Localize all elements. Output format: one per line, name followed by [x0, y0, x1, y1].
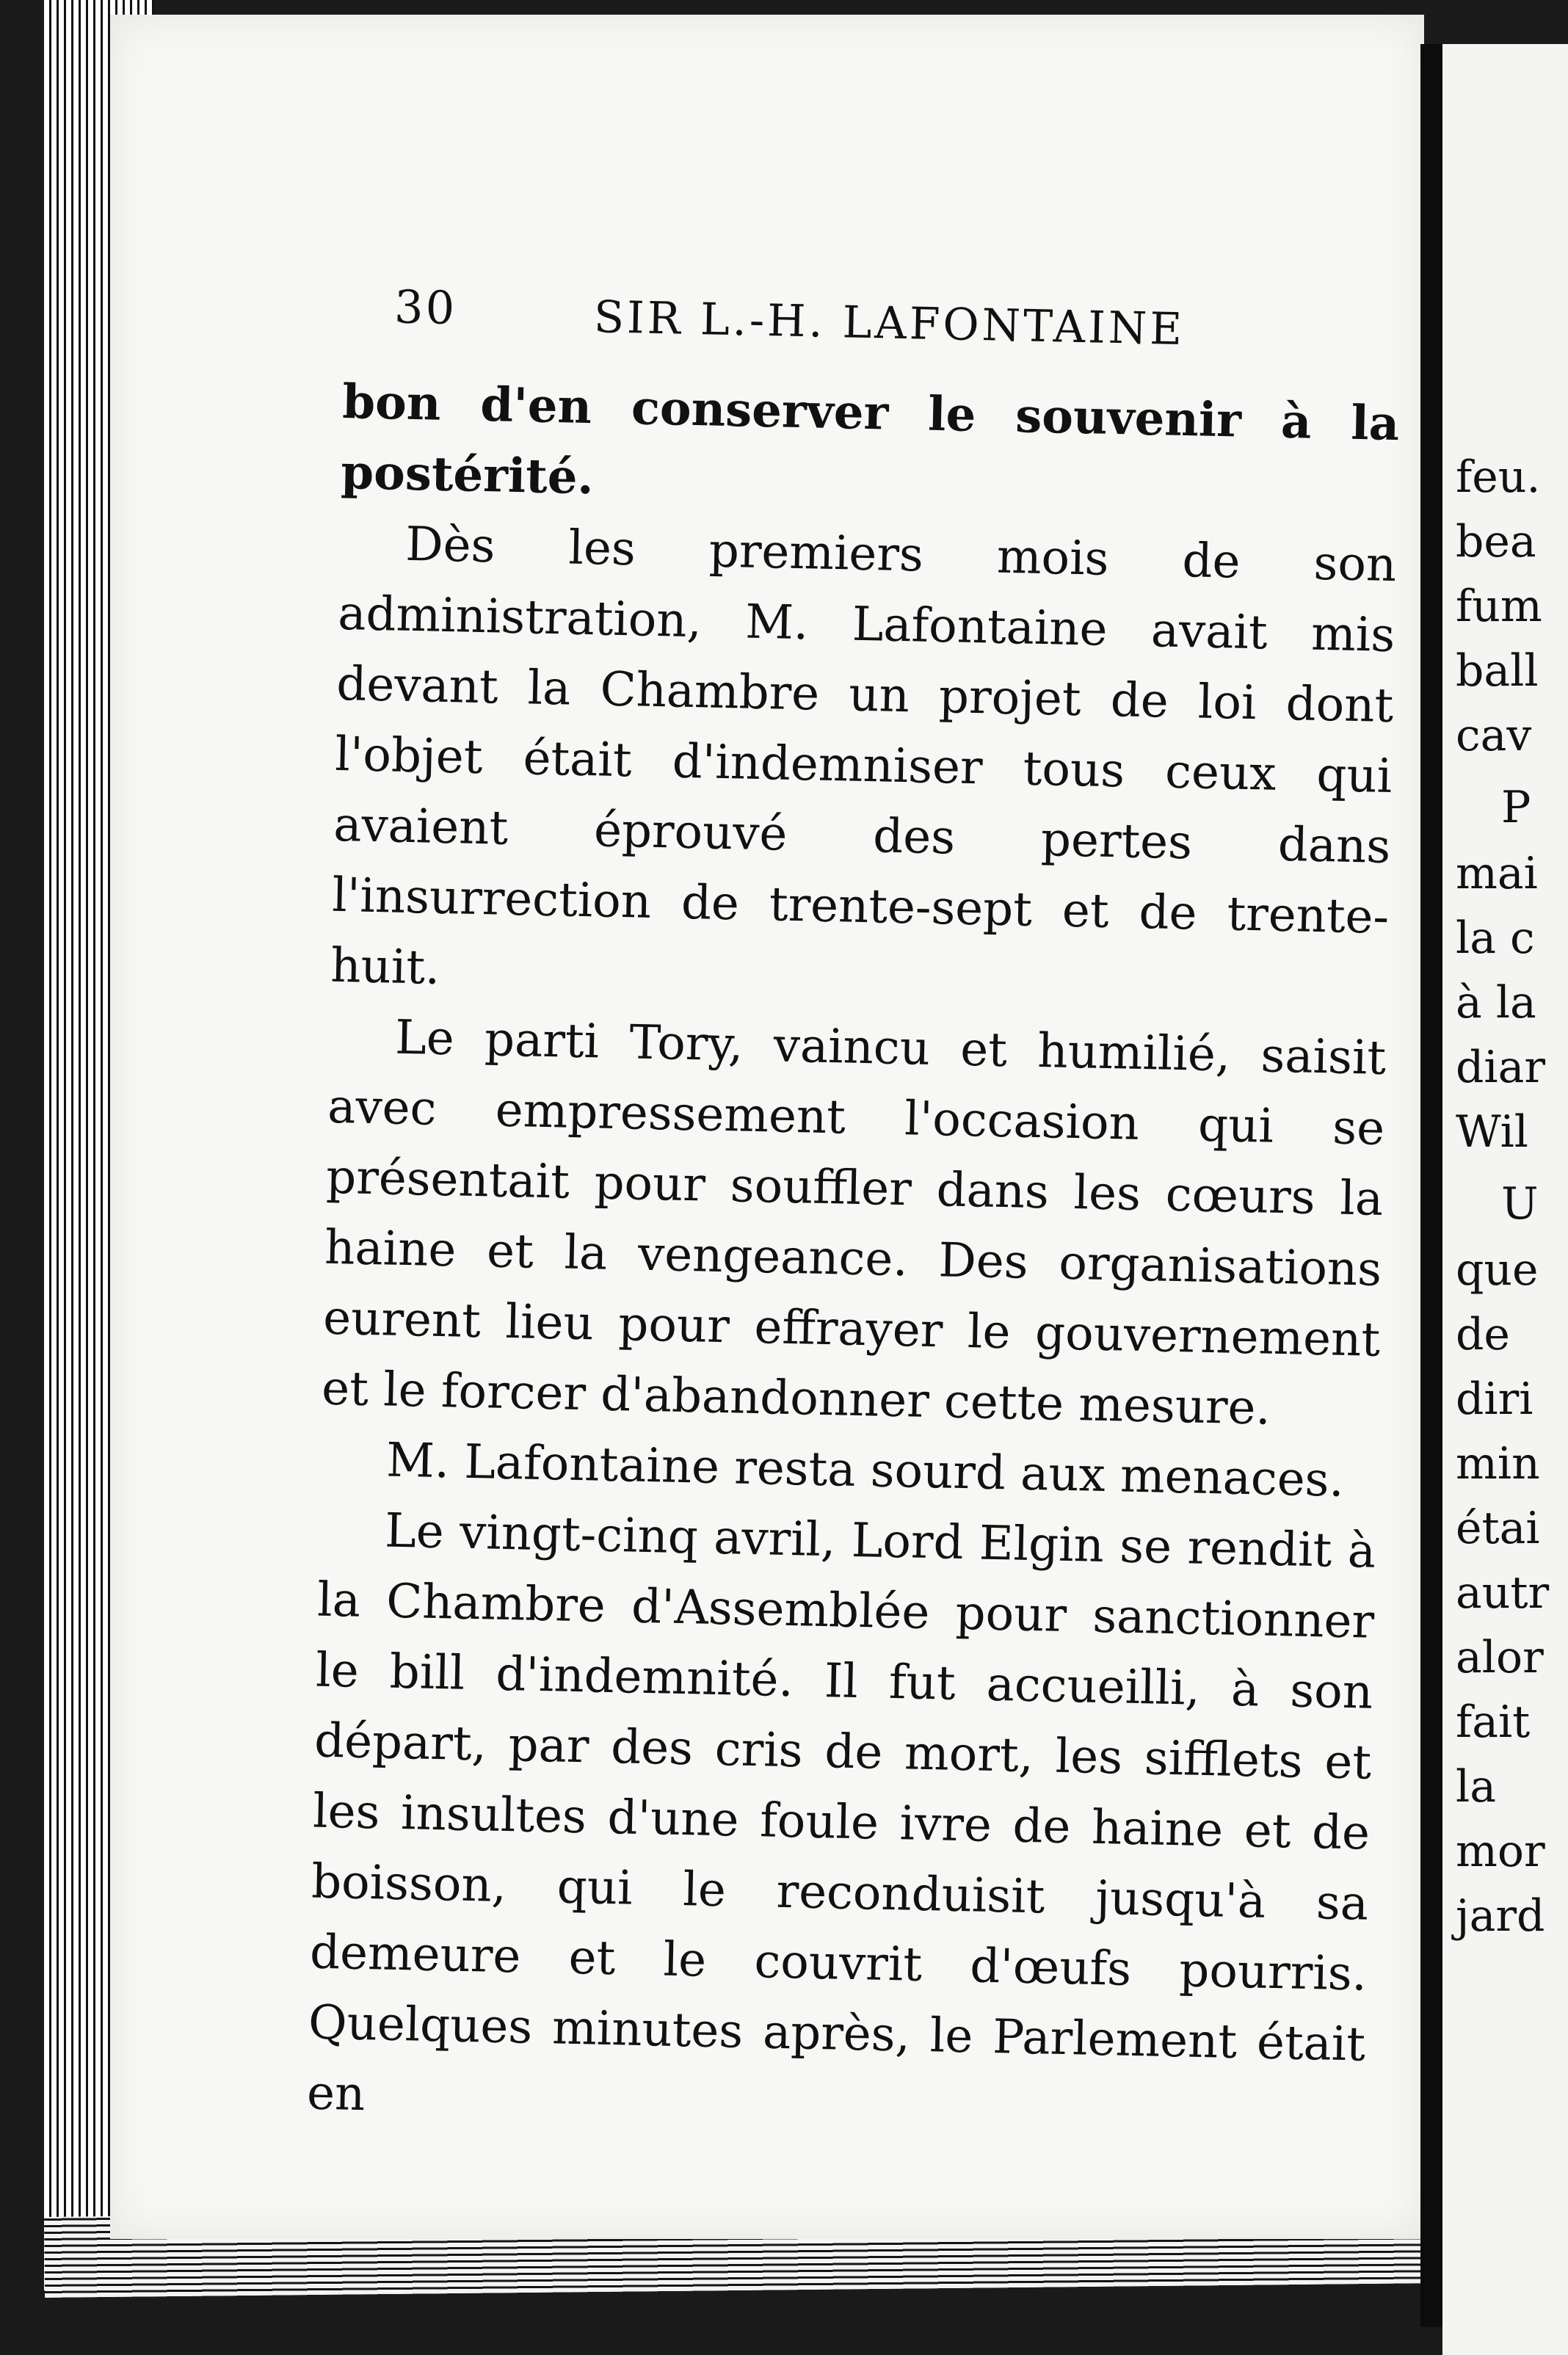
facing-line: feu. — [1456, 451, 1541, 503]
facing-line: autr — [1456, 1567, 1550, 1619]
facing-line: fum — [1456, 581, 1542, 632]
facing-line: bea — [1456, 516, 1536, 567]
facing-page — [1442, 44, 1568, 2355]
facing-line: U — [1501, 1178, 1539, 1230]
facing-line: diri — [1456, 1374, 1533, 1425]
book-gutter — [1420, 44, 1442, 2327]
facing-line: min — [1456, 1438, 1540, 1489]
facing-line: de — [1456, 1309, 1510, 1360]
facing-line: la — [1456, 1761, 1496, 1812]
facing-line: la c — [1456, 912, 1535, 964]
facing-line: diar — [1456, 1042, 1546, 1093]
paragraph: M. Lafontaine resta sourd aux menaces. — [385, 1433, 1345, 1508]
paragraph: bon d'en conserver le souvenir à la postérité. — [340, 374, 1400, 506]
running-title: SIR L.-H. LAFONTAINE — [593, 291, 1186, 355]
page-number: 30 — [393, 280, 457, 335]
facing-line: mai — [1456, 848, 1538, 899]
facing-line: à la — [1456, 977, 1536, 1028]
facing-line: fait — [1456, 1697, 1531, 1748]
page-content — [306, 279, 1401, 2151]
facing-line: P — [1501, 782, 1531, 833]
facing-line: que — [1456, 1244, 1539, 1296]
paragraph: Le parti Tory, vaincu et humilié, saisit avec empressement l'occasion qui se présentait pour souffler dans les cœurs la haine et la vengeance. Des organisations eurent lieu pour effrayer le gouvernement et le forcer d'abandonner cette mesure. — [321, 1010, 1387, 1436]
facing-line: alor — [1456, 1632, 1544, 1683]
facing-line: Wil — [1456, 1106, 1528, 1158]
facing-line: jard — [1456, 1890, 1545, 1942]
paragraph: Dès les premiers mois de son administration, M. Lafontaine avait mis devant la Chambre un projet de loi dont l'objet était d'indemniser tous ceux qui avaient éprouvé des pertes dans l'insurrection de trente-sept et de trente-huit. — [330, 517, 1397, 995]
facing-line: ball — [1456, 645, 1539, 697]
paragraph: Le vingt-cinq avril, Lord Elgin se rendit à la Chambre d'Assemblée pour sanctionner le bill d'indemnité. Il fut accueilli, à son départ, par des cris de mort, les sifflets et les insultes d'une foule ivre de haine et de boisson, qui le reconduisit jusqu'à sa demeure et le couvrit d'œufs pourris. Quelques minutes après, le Parlement était en — [306, 1503, 1376, 2122]
body-text — [306, 367, 1400, 2151]
facing-line: mor — [1456, 1826, 1545, 1877]
facing-line: étai — [1456, 1503, 1540, 1554]
facing-line: cav — [1456, 710, 1532, 761]
